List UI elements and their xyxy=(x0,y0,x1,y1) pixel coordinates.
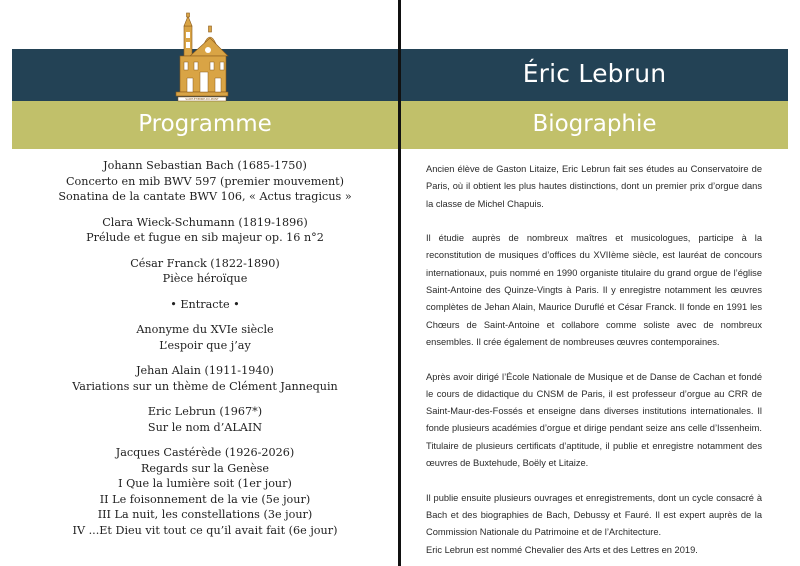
piece-line: Variations sur un thème de Clément Jannequin xyxy=(72,379,338,393)
composer-line: Eric Lebrun (1967*) xyxy=(147,405,263,418)
programme-list xyxy=(12,158,398,548)
piece-line: Prélude et fugue en sib majeur op. 16 n°2 xyxy=(86,231,324,244)
bio-paragraph: Ancien élève de Gaston Litaize, Eric Lebrun fait ses études au Conservatoire de Paris, où il obtient les plus hautes distinctions, dont un premier prix d’orgue dans la classe de Michel Chapuis. xyxy=(426,164,762,209)
composer-line: Johann Sebastian Bach (1685-1750) xyxy=(103,159,307,172)
programme-item xyxy=(12,404,398,435)
composer-line: César Franck (1822-1890) xyxy=(130,256,280,270)
intermission-item xyxy=(12,297,398,313)
bio-paragraph: Il étudie auprès de nombreux maîtres et musicologues, participe à la reconstitution de musiques d’offices du XVIIème siècle, est lauréat de concours internationaux, puis nommé en 1990 organiste titulaire du grand orgue de l’église Saint-Antoine des Quinze-Vingts à Paris. Il y enregistre notamment les œuvres complètes de Jehan Alain, Maurice Duruflé et César Franck. Il fonde en 1991 les Chœurs de Saint-Antoine et collabore comme soliste avec de nombreux ensembles. Il crée également de nombreuses œuvres contemporaines. xyxy=(426,233,762,347)
composer-line: Jehan Alain (1911-1940) xyxy=(136,364,274,377)
church-caption: SAINT-ÉTIENNE-DU-MONT xyxy=(185,98,219,102)
programme-item xyxy=(12,322,398,353)
bio-paragraph: Eric Lebrun est nommé Chevalier des Arts et des Lettres en 2019. xyxy=(426,544,698,555)
composer-line: Anonyme du XVIe siècle xyxy=(136,323,274,336)
programme-header-band xyxy=(12,101,398,149)
piece-line: Regards sur la Genèse xyxy=(140,461,270,475)
composer-line: Jacques Castérède (1926-2026) xyxy=(115,446,295,459)
piece-line: Sur le nom d’ALAIN xyxy=(147,420,263,434)
biography-text xyxy=(426,161,762,559)
composer-line: Clara Wieck-Schumann (1819-1896) xyxy=(102,215,308,229)
intermission-line: • Entracte • xyxy=(170,297,240,311)
piece-line: Concerto en mib BWV 597 (premier mouvement) xyxy=(65,174,345,188)
movement-line: II Le foisonnement de la vie (5e jour) xyxy=(99,492,311,506)
programme-item xyxy=(12,445,398,538)
piece-line: Pièce héroïque xyxy=(162,272,248,285)
programme-heading: Programme xyxy=(138,111,272,137)
movement-line: III La nuit, les constellations (3e jour) xyxy=(97,508,313,521)
bio-paragraph: Il publie ensuite plusieurs ouvrages et enregistrements, dont un cycle consacré à Bach et des biographies de Bach, Debussy et Fauré. Il est expert auprès de la Commission Nationale du Patrimoine et de l’Architecture. xyxy=(426,492,762,538)
programme-item xyxy=(12,256,398,287)
name-header-band xyxy=(401,49,788,101)
biographie-heading: Biographie xyxy=(532,111,657,137)
programme-item xyxy=(12,363,398,394)
piece-line: Sonatina de la cantate BWV 106, « Actus tragicus » xyxy=(58,190,352,203)
artist-name: Éric Lebrun xyxy=(522,59,667,88)
piece-line: L’espoir que j’ay xyxy=(159,338,251,352)
biographie-header-band xyxy=(401,101,788,149)
church-logo-icon xyxy=(170,12,230,102)
programme-item xyxy=(12,215,398,246)
bio-paragraph: Après avoir dirigé l’École Nationale de Musique et de Danse de Cachan et fondé le cours de didactique du CNSM de Paris, il est professeur d’orgue au CRR de Saint-Maur-des-Fossés et enseigne dans diverses institutions internationales. Il fonde plusieurs académies d’orgue et dirige pendant seize ans celle d’Issenheim. Titulaire de plusieurs certificats d’aptitude, il publie et enregistre notamment des œuvres de Buxtehude, Boëly et Litaize. xyxy=(426,371,762,469)
movement-line: IV ...Et Dieu vit tout ce qu’il avait fait (6e jour) xyxy=(72,523,338,537)
programme-item xyxy=(12,158,398,205)
movement-line: I Que la lumière soit (1er jour) xyxy=(118,477,292,490)
